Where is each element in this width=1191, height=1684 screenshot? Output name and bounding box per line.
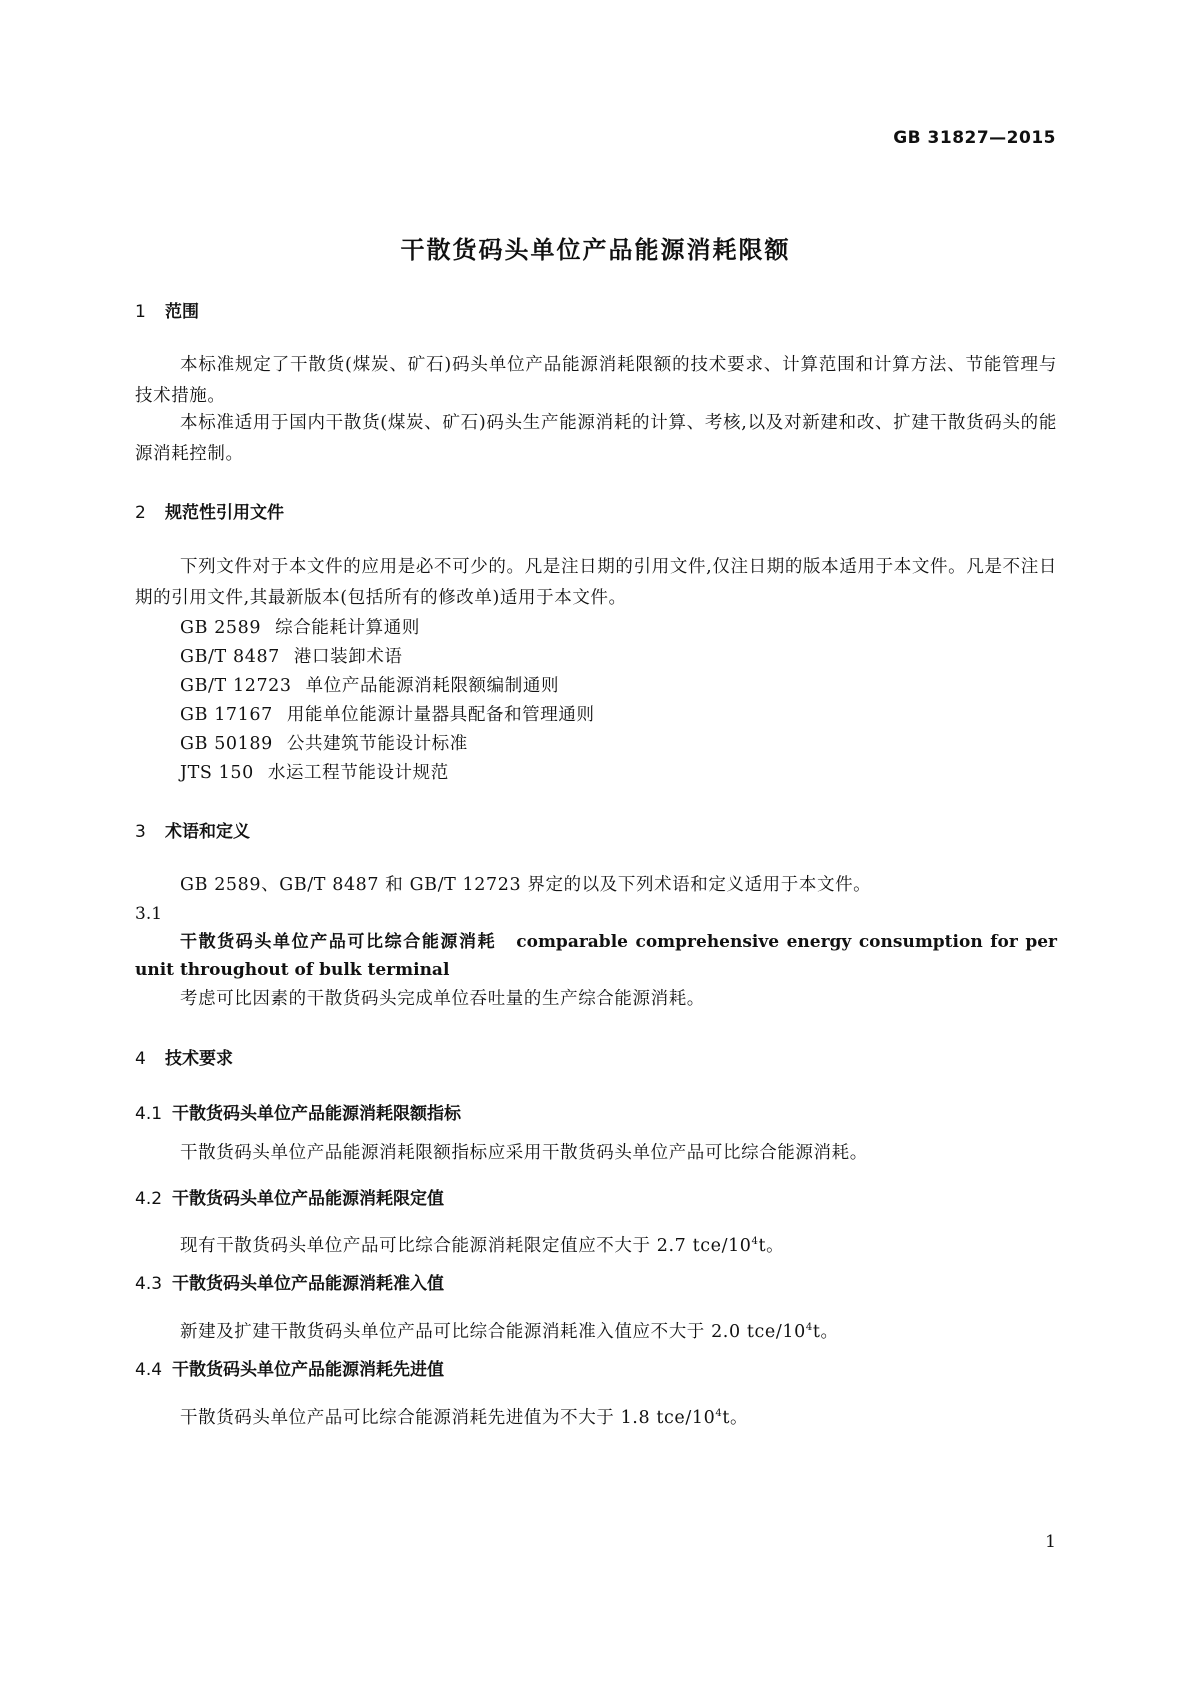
subsection-number: 4.2: [135, 1189, 163, 1209]
term-definition: 考虑可比因素的干散货码头完成单位吞吐量的生产综合能源消耗。: [180, 989, 705, 1009]
subsection-4-1-heading: [135, 1099, 461, 1124]
section-title: 技术要求: [165, 1049, 233, 1069]
section-title: 术语和定义: [165, 822, 250, 842]
access-value: 2.0: [711, 1322, 741, 1342]
advanced-value: 1.8: [620, 1408, 651, 1428]
section-1-paragraph-2: 本标准适用于国内干散货(煤炭、矿石)码头生产能源消耗的计算、考核,以及对新建和改、扩建干散货码头的能源消耗控制。: [135, 413, 1057, 464]
page-number: 1: [1045, 1532, 1056, 1552]
subsection-title: 干散货码头单位产品能源消耗先进值: [172, 1360, 444, 1380]
term-title-en: comparable comprehensive energy consumption for per unit throughout of bulk terminal: [135, 932, 1058, 980]
section-3-heading: [135, 817, 250, 842]
reference-item: GB 2589 综合能耗计算通则: [180, 618, 420, 638]
section-1-heading: [135, 297, 199, 322]
limit-value: 2.7: [656, 1236, 687, 1256]
section-1-paragraph-1: 本标准规定了干散货(煤炭、矿石)码头单位产品能源消耗限额的技术要求、计算范围和计算方法、节能管理与技术措施。: [135, 355, 1057, 406]
section-4-heading: [135, 1044, 233, 1069]
section-number: 4: [135, 1049, 146, 1069]
subsection-4-2-text: 现有干散货码头单位产品可比综合能源消耗限定值应不大于 2.7 tce/$10^4t$。: [180, 1236, 785, 1256]
reference-item: GB 17167 用能单位能源计量器具配备和管理通则: [180, 705, 595, 725]
page-title: 干散货码头单位产品能源消耗限额: [400, 236, 791, 264]
section-number: 1: [135, 302, 146, 322]
document-code: GB 31827—2015: [893, 128, 1056, 148]
term-title-zh: 干散货码头单位产品可比综合能源消耗: [180, 932, 497, 952]
section-2-paragraph: 下列文件对于本文件的应用是必不可少的。凡是注日期的引用文件,仅注日期的版本适用于本文件。凡是不注日期的引用文件,其最新版本(包括所有的修改单)适用于本文件。: [135, 557, 1057, 608]
section-2-heading: [135, 498, 284, 523]
section-number: 3: [135, 822, 146, 842]
subsection-4-3-heading: [135, 1269, 444, 1294]
term-number: 3.1: [135, 904, 163, 924]
term-title: [135, 928, 1057, 984]
subsection-4-2-heading: [135, 1184, 444, 1209]
subsection-title: 干散货码头单位产品能源消耗准入值: [172, 1274, 444, 1294]
reference-item: GB 50189 公共建筑节能设计标准: [180, 734, 468, 754]
reference-item: JTS 150 水运工程节能设计规范: [180, 763, 449, 783]
subsection-4-4-text: 干散货码头单位产品可比综合能源消耗先进值为不大于 1.8 tce/$10^4t$。: [180, 1408, 749, 1428]
subsection-number: 4.4: [135, 1360, 163, 1380]
section-number: 2: [135, 503, 146, 523]
subsection-4-1-text: 干散货码头单位产品能源消耗限额指标应采用干散货码头单位产品可比综合能源消耗。: [180, 1143, 868, 1163]
reference-item: GB/T 8487 港口装卸术语: [180, 647, 403, 667]
subsection-number: 4.1: [135, 1104, 163, 1124]
section-title: 范围: [165, 302, 199, 322]
section-3-paragraph: GB 2589、GB/T 8487 和 GB/T 12723 界定的以及下列术语和定义适用于本文件。: [180, 875, 872, 895]
reference-item: GB/T 12723 单位产品能源消耗限额编制通则: [180, 676, 560, 696]
subsection-4-3-text: 新建及扩建干散货码头单位产品可比综合能源消耗准入值应不大于 2.0 tce/$10^4t$。: [180, 1322, 839, 1342]
subsection-4-4-heading: [135, 1355, 444, 1380]
subsection-number: 4.3: [135, 1274, 163, 1294]
subsection-title: 干散货码头单位产品能源消耗限额指标: [172, 1104, 461, 1124]
subsection-title: 干散货码头单位产品能源消耗限定值: [172, 1189, 444, 1209]
section-title: 规范性引用文件: [165, 503, 284, 523]
